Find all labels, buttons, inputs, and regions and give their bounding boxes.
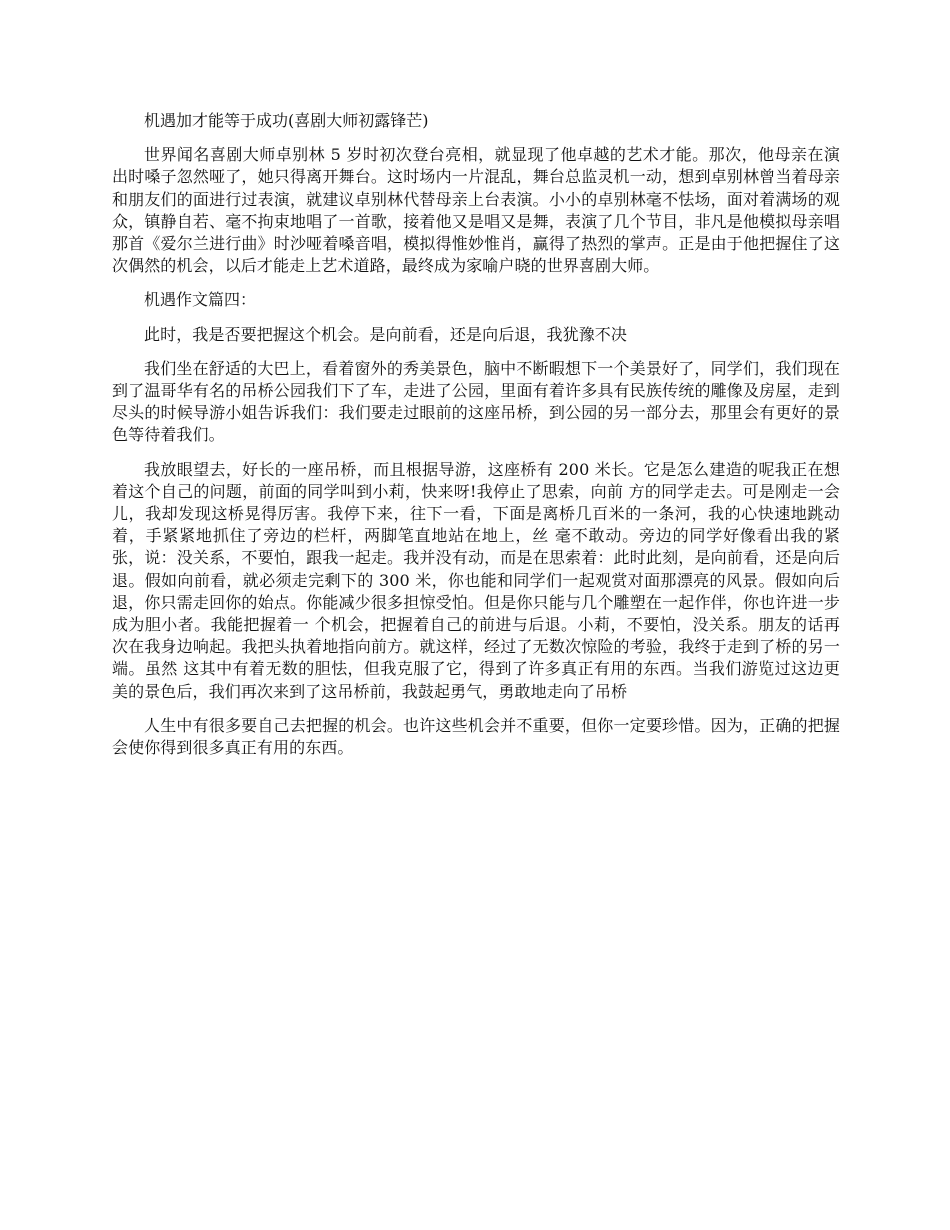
paragraph-intro: 此时，我是否要把握这个机会。是向前看，还是向后退，我犹豫不决 <box>144 324 628 344</box>
paragraph-bus: 我们坐在舒适的大巴上，看着窗外的秀美景色，脑中不断暇想下一个美景好了，同学们，我们现在到了温哥华有名的吊桥公园我们下了车，走进了公园，里面有着许多具有民族传统的雕像及房屋，走到尽头的时候导游小姐告诉我们：我们要走过眼前的这座吊桥，到公园的另一部分去，那里会有更好的景色等待着我们。 <box>112 358 840 445</box>
paragraph-conclusion: 人生中有很多要自己去把握的机会。也许这些机会并不重要，但你一定要珍惜。因为，正确的把握会使你得到很多真正有用的东西。 <box>112 715 840 758</box>
section-heading: 机遇作文篇四： <box>144 290 257 310</box>
paragraph-bridge: 我放眼望去，好长的一座吊桥，而且根据导游，这座桥有 200 米长。它是怎么建造的呢我正在想着这个自己的问题，前面的同学叫到小莉，快来呀!我停止了思索，向前 方的同学走去。可是刚走一会儿，我却发现这桥晃得厉害。我停下来，往下一看，下面是离桥几百米的一条河，我的心快速地跳动着，手紧紧地抓住了旁边的栏杆，两脚笔直地站在地上，丝 毫不敢动。旁边的同学好像看出我的紧张，说：没关系，不要怕，跟我一起走。我并没有动，而是在思索着：此时此刻，是向前看，还是向后退。假如向前看，就必须走完剩下的 300 米，你也能和同学们一起观赏对面那漂亮的风景。假如向后退，你只需走回你的始点。你能减少很多担惊受怕。但是你只能与几个雕塑在一起作伴，你也许进一步成为胆小者。我能把握着一 个机会，把握着自己的前进与后退。小莉，不要怕，没关系。朋友的话再次在我身边响起。我把头执着地指向前方。就这样，经过了无数次惊险的考验，我终于走到了桥的另一端。虽然 这其中有着无数的胆怯，但我克服了它，得到了许多真正有用的东西。当我们游览过这边更美的景色后，我们再次来到了这吊桥前，我鼓起勇气，勇敢地走向了吊桥 <box>112 459 840 701</box>
document-body <box>112 110 840 771</box>
paragraph-chaplin: 世界闻名喜剧大师卓别林 5 岁时初次登台亮相，就显现了他卓越的艺术才能。那次，他母亲在演出时嗓子忽然哑了，她只得离开舞台。这时场内一片混乱，舞台总监灵机一动，想到卓别林曾当着母亲和朋友们的面进行过表演，就建议卓别林代替母亲上台表演。小小的卓别林毫不怯场，面对着满场的观众，镇静自若、毫不拘束地唱了一首歌，接着他又是唱又是舞，表演了几个节目，非凡是他模拟母亲唱那首《爱尔兰进行曲》时沙哑着嗓音唱，模拟得惟妙惟肖，赢得了热烈的掌声。正是由于他把握住了这次偶然的机会，以后才能走上艺术道路，最终成为家喻户晓的世界喜剧大师。 <box>112 145 840 276</box>
document-title: 机遇加才能等于成功(喜剧大师初露锋芒) <box>144 111 429 130</box>
